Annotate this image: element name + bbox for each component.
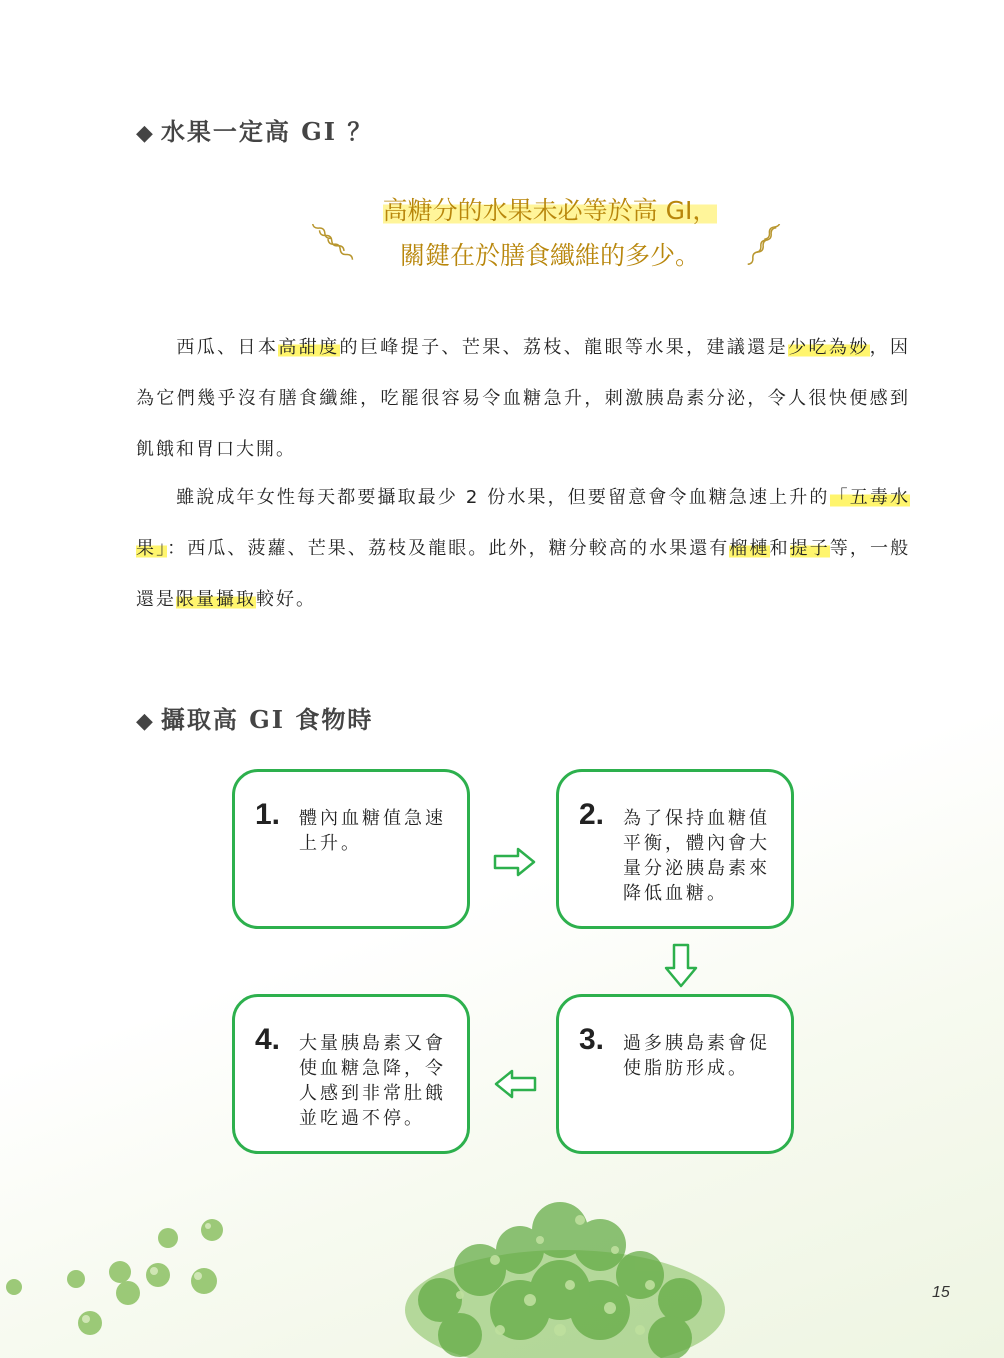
para2-text-1: 雖說成年女性每天都要攝取最少 2 份水果，但要留意會令血糖急速上升的 (176, 487, 830, 508)
quote-line-1: 高糖分的水果未必等於高 GI， (382, 196, 718, 225)
para2-highlight-1: 「五毒水果」 (136, 487, 910, 559)
diamond-icon: ◆ (136, 708, 155, 734)
step-number: 4. (255, 1023, 281, 1056)
diamond-icon: ◆ (136, 120, 155, 146)
step-number: 3. (579, 1023, 605, 1056)
para1-text-3: ，因為它們幾乎沒有膳食纖維，吃罷很容易令血糖急升，刺激胰島素分泌，令人很快便感到飢餓和胃口大開。 (136, 337, 911, 460)
para1-text-2: 的巨峰提子、芒果、荔枝、龍眼等水果，建議還是 (339, 337, 789, 358)
para1-highlight-2: 少吃為妙 (788, 337, 870, 358)
section-title-text: 水果一定高 GI ？ (160, 117, 374, 146)
para2-highlight-2: 榴槤 (729, 538, 770, 559)
section-title-fruit-gi (136, 112, 373, 147)
squiggle-right-decoration (740, 224, 798, 276)
para2-highlight-3: 提子 (789, 538, 830, 559)
paragraph-1 (136, 322, 910, 475)
step-box-4 (232, 994, 470, 1154)
step-box-2 (556, 769, 794, 929)
para2-text-2: ：西瓜、菠蘿、芒果、荔枝及龍眼。此外，糖分較高的水果還有 (167, 538, 730, 559)
left-arrow-icon (492, 1068, 538, 1100)
greens-illustration (400, 1190, 730, 1358)
quote-line-2: 關鍵在於膳食纖維的多少。 (399, 241, 700, 270)
para2-text-3: 和 (769, 538, 790, 559)
pull-quote (300, 198, 800, 288)
peas-illustration (0, 1205, 240, 1355)
section-title-text: 攝取高 GI 食物時 (160, 705, 374, 734)
para2-text-5: 較好。 (256, 589, 316, 610)
page-number: 15 (932, 1284, 950, 1301)
step-number: 1. (255, 798, 281, 831)
paragraph-2 (136, 472, 910, 625)
para2-highlight-4: 限量攝取 (176, 589, 256, 610)
right-arrow-icon (492, 846, 538, 878)
step-text: 體內血糖值急速上升。 (299, 808, 446, 854)
step-box-3 (556, 994, 794, 1154)
step-text: 過多胰島素會促使脂肪形成。 (623, 1033, 770, 1079)
step-text: 為了保持血糖值平衡，體內會大量分泌胰島素來降低血糖。 (623, 808, 770, 904)
para2-text-4: 等，一般還是 (136, 538, 911, 610)
step-text: 大量胰島素又會使血糖急降，令人感到非常肚餓並吃過不停。 (299, 1033, 446, 1129)
para1-text-1: 西瓜、日本 (176, 337, 279, 358)
para1-highlight-1: 高甜度 (278, 337, 340, 358)
down-arrow-icon (663, 942, 699, 990)
step-number: 2. (579, 798, 605, 831)
step-box-1 (232, 769, 470, 929)
section-title-high-gi-food (136, 700, 373, 735)
